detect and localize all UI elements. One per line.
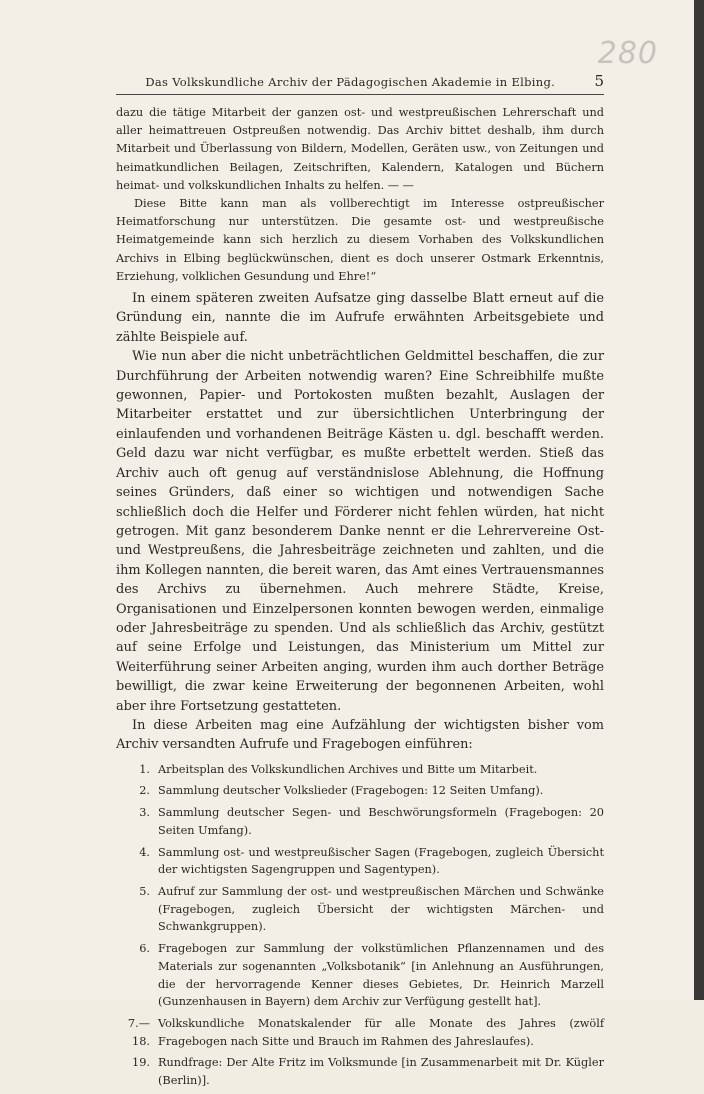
list-item-number: 4. <box>139 845 150 859</box>
list-item <box>116 804 604 839</box>
quote-paragraph: dazu die tätige Mitarbeit der ganzen ost- und westpreußischen Lehrerschaft und aller heimattreuen Ostpreußen notwendig. Das Archiv bittet deshalb, ihm durch Mitarbeit und Überlassung von Bildern, Modellen, Geräten usw., von Zeitungen und heimatkundlichen Beilagen, Zeitschriften, Kalendern, Katalogen und Büchern heimat- und volkskundlichen Inhalts zu helfen. — — <box>116 106 604 192</box>
paragraph: In einem späteren zweiten Aufsatze ging dasselbe Blatt erneut auf die Gründung ein, nannte die im Aufrufe erwähnten Arbeitsgebiete und zählte Beispiele auf. <box>116 291 604 345</box>
handwritten-page-number: 280 <box>597 36 658 71</box>
list-item <box>116 1015 604 1050</box>
list-item <box>116 883 604 936</box>
list-item-number: 7.—18. <box>127 1016 150 1048</box>
list-item-text: Sammlung ost- und westpreußischer Sagen (Fragebogen, zugleich Übersicht der wichtigsten Sagengruppen und Sagentypen). <box>158 845 604 877</box>
list-item-text: Volkskundliche Monatskalender für alle Monate des Jahres (zwölf Fragebogen nach Sitte und Brauch im Rahmen des Jahreslaufes). <box>158 1016 604 1048</box>
list-item-text: Sammlung deutscher Segen- und Beschwörungsformeln (Fragebogen: 20 Seiten Umfang). <box>158 806 604 837</box>
list-item <box>116 844 604 879</box>
list-item-number: 19. <box>132 1056 150 1070</box>
list-item-number: 2. <box>139 784 150 798</box>
list-item <box>116 782 604 800</box>
quote-paragraph: Diese Bitte kann man als vollberechtigt im Interesse ostpreußischer Heimatforschung nur unterstützen. Die gesamte ost- und westpreußische Heimatgemeinde kann sich herzlich zu diesem Vorhaben des Volkskundlichen Archivs in Elbing beglückwünschen, dient es doch unserer Ostmark Erkenntnis, Erziehung, volklichen Gesundung und Ehre!“ <box>116 197 604 283</box>
running-header-title: Das Volkskundliche Archiv der Pädagogischen Akademie in Elbing. <box>145 75 556 89</box>
scan-edge <box>694 0 704 1000</box>
list-item-number: 3. <box>139 806 150 820</box>
paragraph: In diese Arbeiten mag eine Aufzählung der wichtigsten bisher vom Archiv versandten Aufrufe und Fragebogen einführen: <box>116 717 604 753</box>
list-item-text: Arbeitsplan des Volkskundlichen Archives und Bitte um Mitarbeit. <box>158 762 538 776</box>
running-header <box>116 72 604 95</box>
list-item <box>116 761 604 779</box>
questionnaire-list <box>116 761 604 1090</box>
list-item-text: Sammlung deutscher Volkslieder (Fragebogen: 12 Seiten Umfang). <box>158 784 544 798</box>
main-text <box>116 289 604 755</box>
list-item-text: Fragebogen zur Sammlung der volkstümlichen Pflanzennamen und des Materials zur sogenannten „Volksbotanik“ [in Anlehnung an Ausführungen, die der hervorragende Kenner dieses Gebietes, Dr. Heinrich Marzell (Gunzenhausen in Bayern) dem Archiv zur Verfügung gestellt hat]. <box>158 942 604 1009</box>
list-item-number: 5. <box>139 885 150 898</box>
list-item-text: Rundfrage: Der Alte Fritz im Volksmunde [in Zusammenarbeit mit Dr. Kügler (Berlin)]. <box>158 1056 604 1088</box>
page-body <box>116 104 604 1094</box>
quoted-passage <box>116 104 604 286</box>
page-number: 5 <box>594 72 604 90</box>
paragraph: Wie nun aber die nicht unbeträchtlichen Geldmittel beschaffen, die zur Durchführung der Arbeiten notwendig waren? Eine Schreibhilfe mußte gewonnen, Papier- und Portokosten mußten bezahlt, Auslagen der Mitarbeiter erstattet und zur übersichtlichen Unterbringung der einlaufenden und vorhandenen Beiträge Kästen u. dgl. beschafft werden. Geld dazu war nicht verfügbar, es mußte erbettelt werden. Stieß das Archiv auch oft genug auf verständnislose Ablehnung, die Hoffnung seines Gründers, daß einer so wichtigen und notwendigen Sache schließlich doch die Helfer und Förderer nicht fehlen würden, hat nicht getrogen. Mit ganz besonderem Danke nennt er die Lehrervereine Ost- und Westpreußens, die Jahresbeiträge zeichneten und zahlten, und die ihm Kollegen nannten, die bereit waren, das Amt eines Vertrauensmannes des Archivs zu übernehmen. Auch mehrere Städte, Kreise, Organisationen und Einzelpersonen konnten bewogen werden, einmalige oder Jahresbeiträge zu spenden. Und als schließlich das Archiv, gestützt auf seine Erfolge und Leistungen, das Ministerium um Mittel zur Weiterführung seiner Arbeiten anging, wurden ihm auch dorther Beträge bewilligt, die zwar keine Erweiterung der begonnenen Arbeiten, wohl aber ihre Fortsetzung gestatteten. <box>116 349 604 714</box>
list-item-number: 1. <box>139 762 150 776</box>
list-item <box>116 940 604 1011</box>
list-item-text: Aufruf zur Sammlung der ost- und westpreußischen Märchen und Schwänke (Fragebogen, zugleich Übersicht der wichtigsten Märchen- und Schwankgruppen). <box>158 885 604 934</box>
list-item <box>116 1054 604 1089</box>
list-item-number: 6. <box>139 942 150 956</box>
